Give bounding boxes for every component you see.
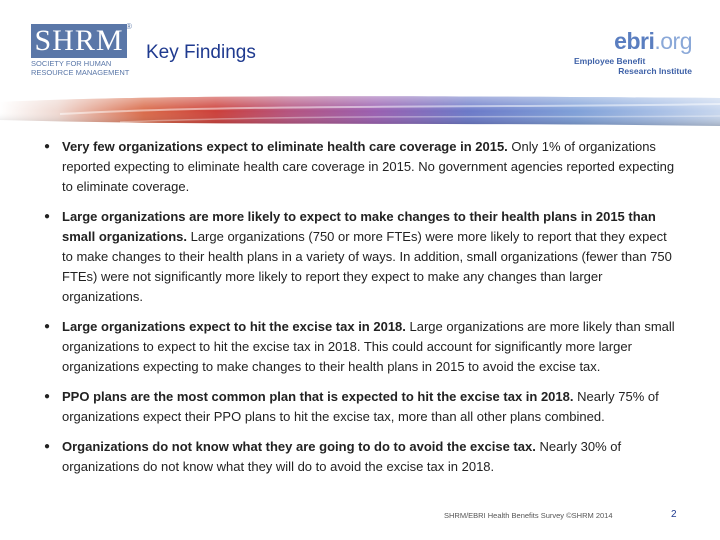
finding-body: Nearly 75% of organizations expect their PPO plans to hit the excise tax, more than all other plans combined. bbox=[62, 389, 659, 424]
finding-item bbox=[0, 437, 720, 477]
bullet-icon: ● bbox=[44, 391, 51, 402]
bullet-icon: ● bbox=[44, 211, 51, 222]
bullet-icon: ● bbox=[44, 441, 51, 452]
finding-body: Only 1% of organizations reported expecting to eliminate health care coverage in 2015. No government agencies reported expecting to eliminate coverage. bbox=[62, 139, 675, 194]
bullet-icon: ● bbox=[44, 321, 51, 332]
decorative-banner bbox=[0, 92, 720, 130]
ebri-logo bbox=[574, 28, 692, 74]
finding-item bbox=[0, 317, 720, 377]
footer-source: SHRM/EBRI Health Benefits Survey ©SHRM 2014 bbox=[444, 511, 613, 520]
ebri-wordmark-suffix: .org bbox=[654, 28, 692, 54]
bullet-icon: ● bbox=[44, 141, 51, 152]
finding-lead: Organizations do not know what they are going to do to avoid the excise tax. bbox=[62, 439, 536, 454]
finding-item bbox=[0, 207, 720, 307]
finding-lead: Large organizations expect to hit the excise tax in 2018. bbox=[62, 319, 406, 334]
ebri-tagline-line2: Research Institute bbox=[618, 66, 692, 76]
finding-item bbox=[0, 387, 720, 427]
shrm-logo bbox=[31, 24, 133, 82]
shrm-subtitle: SOCIETY FOR HUMAN RESOURCE MANAGEMENT bbox=[31, 59, 130, 77]
shrm-wordmark: SHRM bbox=[31, 24, 127, 58]
finding-body: Large organizations (750 or more FTEs) were more likely to report that they expect to make changes to their health plans in a variety of ways. In addition, small organizations (fewer than 750 FTEs) were not significantly more likely to report they expect to make any changes than larger organizations. bbox=[62, 229, 672, 304]
finding-lead: Very few organizations expect to eliminate health care coverage in 2015. bbox=[62, 139, 508, 154]
ebri-wordmark-main: ebri bbox=[614, 28, 655, 54]
finding-body: Large organizations are more likely than small organizations to expect to hit the excise tax in 2018. This could account for significantly more larger organizations expecting to make changes to their health plans in 2015 to avoid the excise tax. bbox=[62, 319, 675, 374]
ebri-wordmark bbox=[614, 28, 692, 55]
finding-lead: Large organizations are more likely to expect to make changes to their health plans in 2015 than small organizations. bbox=[62, 209, 656, 244]
finding-item bbox=[0, 137, 720, 197]
finding-lead: PPO plans are the most common plan that is expected to hit the excise tax in 2018. bbox=[62, 389, 574, 404]
page-title: Key Findings bbox=[146, 42, 256, 63]
page-number: 2 bbox=[671, 509, 677, 520]
key-findings-list bbox=[0, 137, 720, 487]
finding-body: Nearly 30% of organizations do not know what they will do to avoid the excise tax in 2018. bbox=[62, 439, 622, 474]
ebri-tagline-line1: Employee Benefit bbox=[574, 56, 646, 66]
registered-mark: ® bbox=[126, 22, 132, 31]
